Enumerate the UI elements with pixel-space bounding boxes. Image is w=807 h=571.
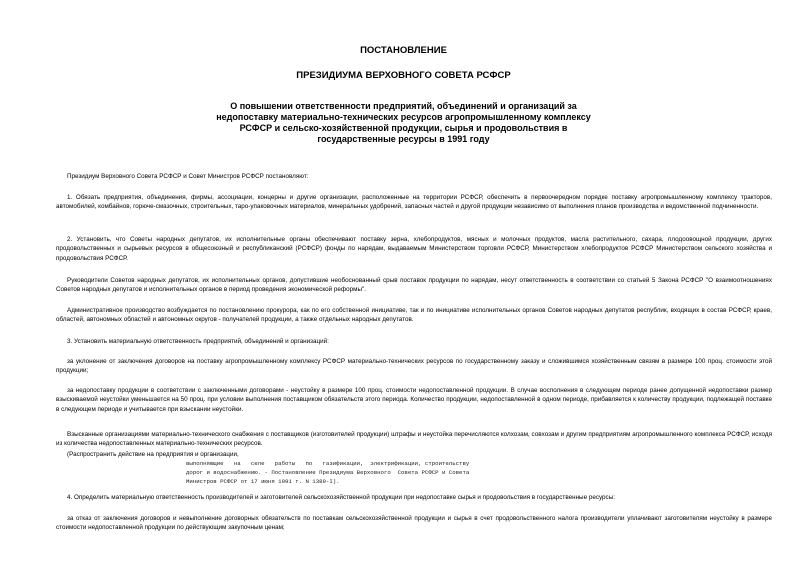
paragraph-2: 2. Установить, что Советы народных депутатов, их исполнительные органы обеспечивают поставку зерна, хлебопродуктов, мясных и молочных продуктов, масла растительного, сахара, плодоовощной продукции, других продовольственных и сырьевых ресурсов в общесоюзный и республиканский (РСФСР) фонды по нарядам, выдаваемым Министерством торговли РСФСР, Министерством хлебопродуктов РСФСР Министерством сельского хозяйства и продовольствия РСФСР. [56,236,772,262]
paragraph-6: за уклонение от заключения договоров на поставку агропромышленному комплексу РСФСР материально-технических ресурсов по государственному заказу и сложившимся хозяйственным связям в размере 100 проц. стоимости этой продукции; [56,358,772,375]
intro-paragraph: Президиум Верховного Совета РСФСР и Совет Министров РСФСР постановляют: [67,173,309,180]
paragraph-8: Взысканные организациями материально-технического снабжения с поставщиков (изготовителей продукции) штрафы и неустойка перечисляются колхозам, совхозам и другим предприятиям агропромышленного комплекса РСФСР, исходя из количества недопоставленных материально-технических ресурсов. [56,431,772,448]
paragraph-7: за недопоставку продукции в соответствии с заключенными договорами - неустойку в размере 100 проц. стоимости недопоставленной продукции. В случае восполнения в следующем периоде ранее допущенной недопоставки размер взыскиваемой неустойки уменьшается на 50 проц. при условии выполнения поставщиком обязательств этого периода. Количество продукции, недопоставленной в одном периоде, прибавляется к количеству продукции, подлежащей поставке в следующем периоде и учитывается при взыскании неустойки. [56,387,772,413]
paragraph-10: 4. Определить материальную ответственность производителей и заготовителей сельскохозяйственной продукции при недопоставке сырья и продовольствия в государственные ресурсы: [67,494,615,501]
doc-issuer: ПРЕЗИДИУМА ВЕРХОВНОГО СОВЕТА РСФСР [296,70,511,81]
paragraph-9: (Распространить действие на предприятия и организации, [67,451,239,458]
doc-title: ПОСТАНОВЛЕНИЕ [360,45,447,56]
paragraph-1: 1. Обязать предприятия, объединения, фирмы, ассоциации, концерны и другие организации, расположенные на территории РСФСР, обеспечить в первоочередном порядке поставку агропромышленному комплексу тракторов, автомобилей, комбайнов, горюче-смазочных, строительных, таро-упаковочных материалов, минеральных удобрений, запасных частей и другой продукции независимо от выполнения планов производства и ведомственной подчиненности. [56,194,772,211]
paragraph-4: Административное производство возбуждается по постановлению прокурора, как по его собственной инициативе, так и по инициативе исполнительных органов Советов народных депутатов республик, входящих в состав РСФСР, краев, областей, автономных областей и автономных округов - получателей продукции, а также отдельных народных депутатов. [56,307,772,324]
paragraph-11: за отказ от заключения договоров и невыполнение договорных обязательств по поставкам сельскохозяйственной продукции и сырья в счет продовольственного налога производители уплачивают заготовителям неустойку в размере стоимости недопоставленной продукции по действующим закупочным ценам; [56,515,772,532]
amendment-note: выполняющие на селе работы по газификации, электрификации, строительству дорог и водоснабжению. - Постановление Президиума Верховного Совета РСФСР и Совета Министров РСФСР от 17 июня 1991 г. N 1389-I). [186,460,473,485]
doc-subtitle: О повышении ответственности предприятий, объединений и организаций за недопоставку материально-технических ресурсов агропромышленному комплексу РСФСР и сельско-хозяйственной продукции, сырья и продовольствия в государственные ресурсы в 1991 году [216,101,591,144]
paragraph-3: Руководители Советов народных депутатов, их исполнительных органов, допустившие необоснованный срыв поставок продукции по нарядам, несут ответственность в соответствии со статьей 5 Закона РСФСР "О взаимоотношениях Советов народных депутатов и исполнительных органов в период проведения экономической реформы". [56,277,772,294]
paragraph-5: 3. Установить материальную ответственность предприятий, объединений и организаций: [67,338,329,345]
